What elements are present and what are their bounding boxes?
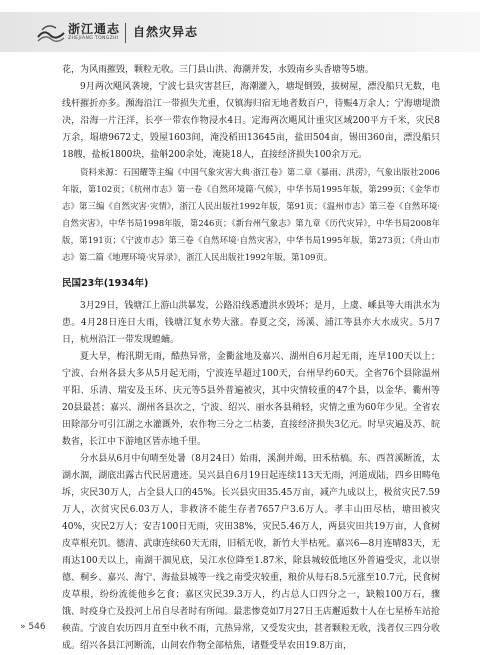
body-paragraph: 3月29日，钱塘江上游山洪暴发，公路沿线悉遭洪水毁坏；是月，上虞、嵊县等大雨洪水为患。4月28日连日大雨，钱塘江复水势大涨。春夏之交，汤溪、浦江等县亦大水成灾。5月7日，杭州沿江一带发现蝗蝻。 [62, 301, 440, 345]
continuation-paragraph: 花，为风雨摧毁，颗粒无收。三门县山洪、海潮并发，水毁南乡头香塘等5塘。 [62, 65, 374, 75]
header-divider [125, 23, 126, 43]
page-header [0, 0, 480, 54]
body-paragraph: 9月两次飓风袭境，宁波七县灾害甚巨，海潮灌入，塘堤倒毁，拔树屋，漂没船只无数，电线杆摧折亦多。瀕海沿江一带损失尤重，仅镇海归宿无地者数百户，待赈4万余人；宁海塘堤溃决，沿海一片汪洋，长亭一带农作物浸水4日。定海两次飓风计重灾区域200平方千米，灾民8万余，塌塘9672丈，毁屋1603间，淹没稻田13645亩，盐田504亩，锡田360亩，漂没船只18艘，盐板1800块，盐斛200余处，淹毙18人，直接经济损失100余万元。 [62, 82, 440, 160]
page-number: 546 [28, 622, 46, 632]
logo-subtext: ZHEJIANG TONGZHI [68, 36, 119, 41]
year-heading: 民国23年(1934年) [62, 278, 149, 289]
section-title: 自然灾异志 [133, 25, 199, 39]
wave-logo-icon [36, 20, 66, 44]
logo-text: 浙江通志 [68, 22, 121, 36]
page-footer [20, 622, 46, 632]
page-body [62, 62, 440, 655]
body-paragraph: 分水县从6月中旬晴至处暑（8月24日）始雨，溪涧并竭，田禾枯槁。东、西苕溪断流，太湖水涸，湖底出露古代民居遗迹。吴兴县自6月19日起连续113天无雨，河道成陆，四乡田畴龟坼，灾民30万人，占全县人口的45%。长兴县灾田35.45万亩，减产九成以上，极贫灾民7.59万人，次贫灾民6.03万人，非救济不能生存者7657户3.6万人。孝丰山田尽枯，塘田被灾40%，灾民2万人；安吉100日无雨，灾田38%，灾民5.46万人，两县灾田共19万亩，人食树皮草根充饥。德清、武康连续60天无雨，旧稻无收，新竹大半枯死。嘉兴6—8月连晴83天，无雨达100天以上，南湖干涸见底，吴江水位降至1.87米，除县城较低地区外普遍受灾，北以崇德、桐乡、嘉兴、海宁、海盐县城等一线之南受灾较重，粮价从每石8.5元涨至10.7元，民食树皮草根，纷纷流徙他乡乞食；嘉区灾民39.3万人，约占总人口四分之一，缺粮100万石，骤饿、时疫身亡及投河上吊自尽者时有所闻。最悲惨竟如7月27日王店邂逅数十人在七星桥车站抢秧苗。宁波自农历四月直至中秋不雨，亢热异常，又受发灾虫，甚者颗粒无收，浅者仅三四分收成。绍兴各县江河断流，山间农作物全部枯焦，诸暨受旱农田19.8万亩， [62, 454, 441, 651]
arrow-icon: » [20, 622, 26, 632]
source-reference: 资料来源：石国耀等主编《中国气象灾害大典·浙江卷》第二章《暴雨、洪涝》，气象出版社2006年版，第102页；《杭州市志》第一卷《自然环境篇·气候》，中华书局1995年版，第299页；《金华市志》第三编《自然灾害·灾情》，浙江人民出版社1992年版，第91页；《温州市志》第三卷《自然环境·自然灾害》，中华书局1998年版，第246页；《新台州气象志》第九章《历代灾异》，中华书局2008年版，第191页；《宁波市志》第三卷《自然环境·自然灾害》，中华书局1995年版，第273页；《舟山市志》第二篇《地理环境·灾异录》，浙江人民出版社1992年版，第109页。 [62, 167, 440, 262]
body-paragraph: 夏大旱，梅汛期无雨，酷热异常，金衢盆地及嘉兴、湖州自6月起无雨，连旱100天以上；宁波、台州各县大多从5月起无雨，宁波连旱超过100天，台州旱约60天。全省76个县除温州平阳、乐清、瑞安及玉环、庆元等5县外普遍被灾，其中灾情较重的47个县，以金华、衢州等20县最甚；嘉兴、湖州各县次之，宁波、绍兴、丽水各县稍轻，灾情之重为60年少见。全省农田除部分可引江湖之水灌溉外，农作物三分之二枯萎，直接经济损失3亿元。时旱灾遍及苏、皖数省，长江中下游地区皆赤地千里。 [62, 352, 440, 447]
